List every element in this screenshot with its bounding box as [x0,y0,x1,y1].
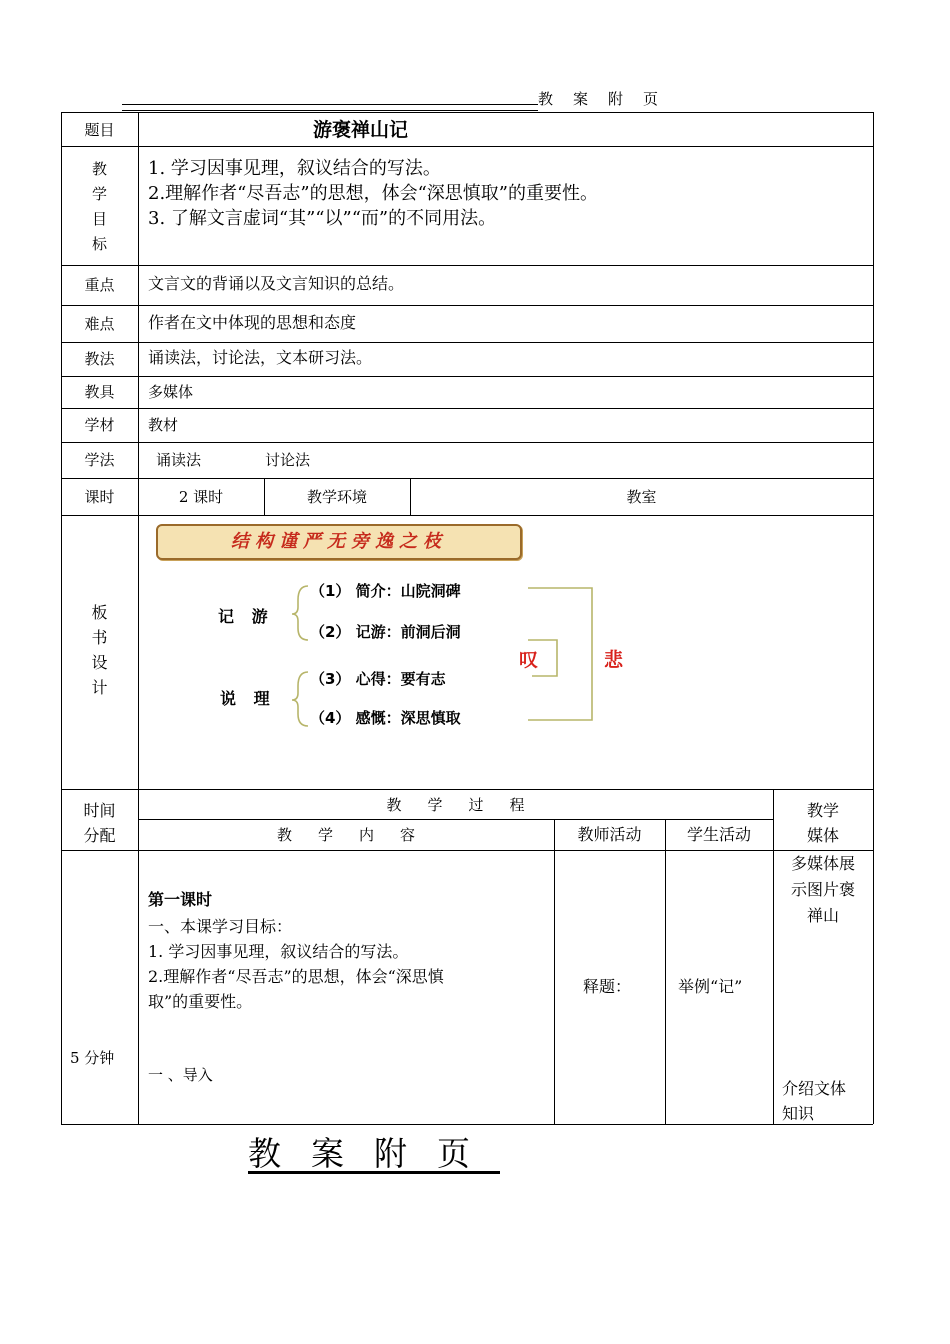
goals-label: 教 学 目 标 [91,160,107,253]
method-label: 教法 [84,350,115,368]
method-value: 诵读法，讨论法，文本研习法。 [148,348,373,367]
key-label: 重点 [84,276,115,294]
board-word-sigh: 叹 [519,649,539,671]
hours-label: 课时 [84,488,115,506]
board-brackets [140,516,700,788]
env-value: 教室 [626,488,657,506]
teacher-activity-label: 教师活动 [577,825,642,844]
content-line: 一、本课学习目标： [148,917,293,936]
lesson-content [148,914,444,1014]
material-label: 学材 [84,416,115,434]
intro-step: 一 、导入 [148,1066,213,1084]
study-label: 学法 [84,451,115,469]
student-activity-value: 举例“记” [678,977,743,996]
header-double-line [122,104,538,111]
study-value-1: 诵读法 [156,451,202,469]
topic-label: 题目 [84,121,115,139]
board-group-1: 记 游 [218,607,274,626]
content-line: 取”的重要性。 [148,992,253,1011]
media-value-1: 多媒体展 示图片褒 禅山 [790,854,855,925]
time-value: 5 分钟 [70,1049,115,1067]
study-value-2: 讨论法 [265,451,311,469]
header-title: 教案附页 [538,90,679,108]
content-line: 1. 学习因事见理，叙议结合的写法。 [148,942,409,961]
board-group-2: 说 理 [220,689,276,708]
board-item-2: （2） 记游：前洞后洞 [310,623,461,641]
goal-item: 2.理解作者“尽吾志”的思想，体会“深思慎取”的重要性。 [148,183,598,204]
tools-value: 多媒体 [148,383,194,401]
hours-value: 2 课时 [178,488,224,506]
goals-list [148,156,598,231]
env-label: 教学环境 [306,488,367,506]
board-item-3: （3） 心得：要有志 [310,670,446,688]
footer-title: 教案附页 [248,1134,500,1173]
topic-value: 游褒禅山记 [313,119,409,141]
content-line: 2.理解作者“尽吾志”的思想，体会“深思慎 [148,967,444,986]
board-word-grief: 悲 [604,649,624,671]
tools-label: 教具 [84,383,115,401]
board-banner-text: 结构谨严无旁逸之枝 [231,531,447,552]
difficulty-label: 难点 [84,315,115,333]
media-label: 教学 媒体 [806,801,839,845]
process-label: 教学过程 [386,796,551,814]
goal-item: 1. 学习因事见理，叙议结合的写法。 [148,158,441,179]
lesson-title: 第一课时 [148,890,213,909]
board-label: 板 书 设 计 [91,603,108,697]
student-activity-label: 学生活动 [686,825,751,844]
board-item-4: （4） 感慨：深思慎取 [310,709,461,727]
board-item-1: （1） 简介：山院洞碑 [310,582,461,600]
key-value: 文言文的背诵以及文言知识的总结。 [148,274,405,293]
time-label: 时间 分配 [83,801,116,845]
difficulty-value: 作者在文中体现的思想和态度 [148,313,357,332]
teacher-activity-value: 释题： [583,977,632,996]
material-value: 教材 [148,416,179,434]
content-label: 教学内容 [276,826,441,844]
goal-item: 3. 了解文言虚词“其”“以”“而”的不同用法。 [148,208,497,229]
media-value-2: 介绍文体 知识 [782,1079,847,1123]
